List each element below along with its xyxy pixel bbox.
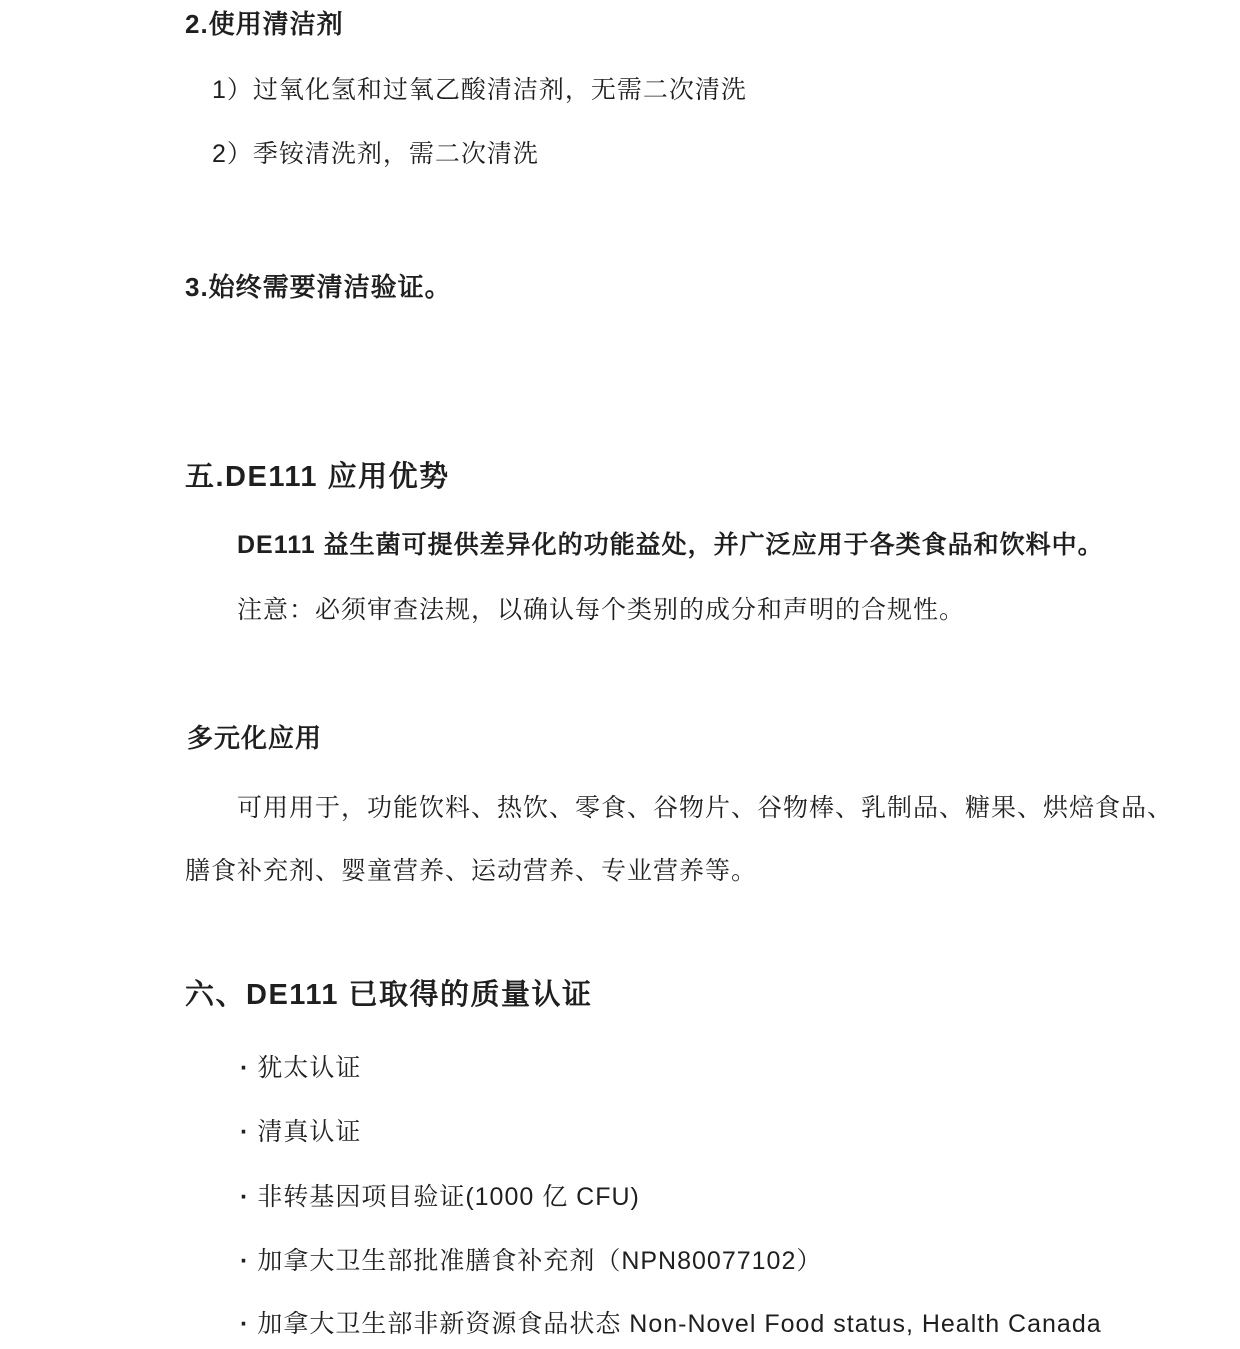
applications-paragraph-line-1: 可用用于，功能饮料、热饮、零食、谷物片、谷物棒、乳制品、糖果、烘焙食品、 xyxy=(237,794,1174,822)
bullet-icon: · xyxy=(240,1054,250,1082)
certification-text: 加拿大卫生部批准膳食补充剂（NPN80077102） xyxy=(257,1247,823,1275)
heading-cleaning-validation: 3.始终需要清洁验证。 xyxy=(185,272,452,302)
certification-item-non-novel-food xyxy=(240,1308,1102,1340)
bullet-icon: · xyxy=(240,1118,250,1146)
bullet-icon: · xyxy=(240,1183,250,1211)
certification-text: 清真认证 xyxy=(257,1118,362,1146)
section-six-title: 六、DE111 已取得的质量认证 xyxy=(185,979,593,1011)
section-five-title: 五.DE111 应用优势 xyxy=(185,461,450,493)
certification-item-npn xyxy=(240,1245,822,1277)
certification-text: 加拿大卫生部非新资源食品状态 Non-Novel Food status, Health Canada xyxy=(257,1310,1102,1338)
certification-text: 非转基因项目验证(1000 亿 CFU) xyxy=(257,1183,640,1211)
bullet-icon: · xyxy=(240,1247,250,1275)
certification-text: 犹太认证 xyxy=(257,1054,362,1082)
certification-item-non-gmo xyxy=(240,1181,640,1213)
cleaning-item-2: 2）季铵清洗剂，需二次清洗 xyxy=(212,140,539,168)
section-five-lead: DE111 益生菌可提供差异化的功能益处，并广泛应用于各类食品和饮料中。 xyxy=(237,531,1104,559)
certification-item-kosher xyxy=(240,1052,361,1084)
certification-item-halal xyxy=(240,1116,361,1148)
subheading-diversified-applications: 多元化应用 xyxy=(187,723,323,753)
bullet-icon: · xyxy=(240,1310,250,1338)
heading-use-cleaning-agents: 2.使用清洁剂 xyxy=(185,9,344,39)
cleaning-item-1: 1）过氧化氢和过氧乙酸清洁剂，无需二次清洗 xyxy=(212,76,747,104)
section-five-note: 注意：必须审查法规，以确认每个类别的成分和声明的合规性。 xyxy=(237,596,966,624)
applications-paragraph-line-2: 膳食补充剂、婴童营养、运动营养、专业营养等。 xyxy=(185,857,758,885)
